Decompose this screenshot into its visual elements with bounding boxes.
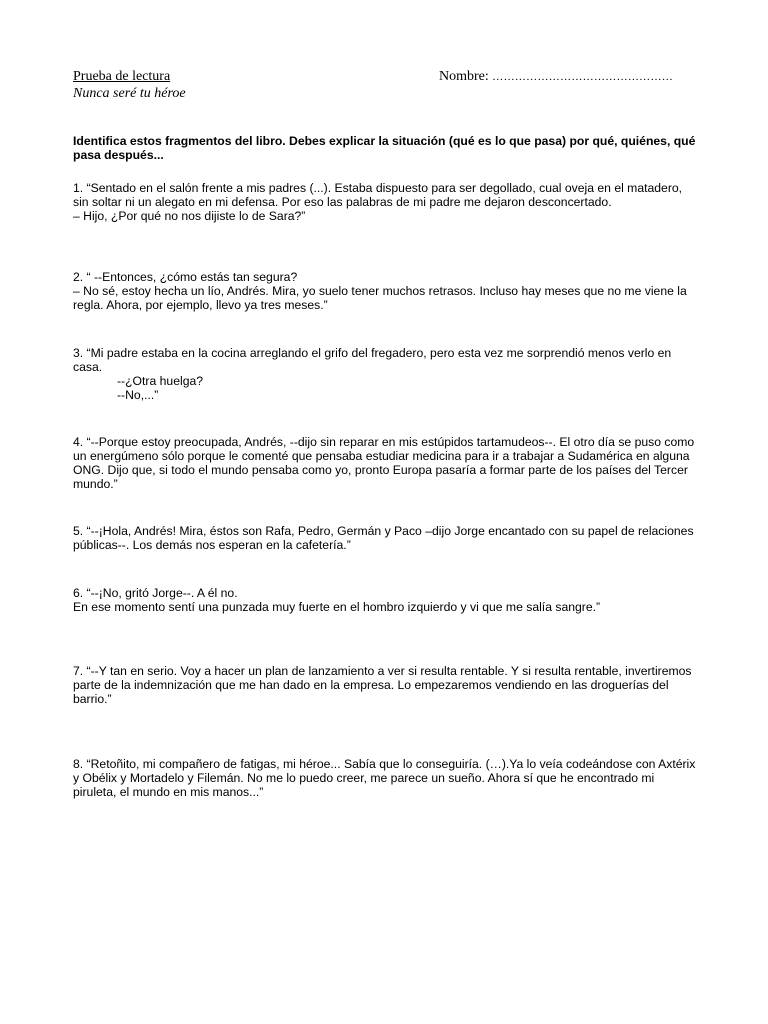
question-3 bbox=[73, 346, 698, 402]
question-7 bbox=[73, 664, 698, 706]
question-5 bbox=[73, 524, 698, 552]
question-text: --No,...” bbox=[117, 388, 159, 402]
question-text: 5. “--¡Hola, Andrés! Mira, éstos son Rafa, Pedro, Germán y Paco –dijo Jorge encantado con su papel de relaciones públicas--. Los demás nos esperan en la cafetería.” bbox=[73, 524, 694, 552]
question-text: – No sé, estoy hecha un lío, Andrés. Mira, yo suelo tener muchos retrasos. Incluso hay meses que no me viene la regla. Ahora, por ejemplo, llevo ya tres meses.” bbox=[73, 284, 687, 312]
question-text: 6. “--¡No, gritó Jorge--. A él no. bbox=[73, 586, 238, 600]
question-2 bbox=[73, 270, 698, 312]
question-text: 7. “--Y tan en serio. Voy a hacer un plan de lanzamiento a ver si resulta rentable. Y si resulta rentable, invertiremos parte de la indemnización que me han dado en la empresa. Lo empezaremos vendiendo en las droguerías del barrio.” bbox=[73, 664, 692, 706]
question-text: En ese momento sentí una punzada muy fuerte en el hombro izquierdo y vi que me salía sangre.” bbox=[73, 600, 601, 614]
name-blank-line: ………………………………………… bbox=[492, 71, 674, 83]
question-4 bbox=[73, 435, 698, 491]
book-title: Nunca seré tu héroe bbox=[73, 86, 186, 101]
question-text: 8. “Retoñito, mi compañero de fatigas, mi héroe... Sabía que lo conseguiría. (…).Ya lo veía codeándose con Axtérix y Obélix y Mortadelo y Filemán. No me lo puedo creer, me parece un sueño. Ahora sí que he encontrado mi piruleta, el mundo en mis manos...” bbox=[73, 757, 696, 799]
question-text: 4. “--Porque estoy preocupada, Andrés, --dijo sin reparar en mis estúpidos tartamudeos--. El otro día se puso como un energúmeno sólo porque le comenté que pensaba estudiar medicina para ir a trabajar a Sudamérica en alguna ONG. Dijo que, si todo el mundo pensaba como yo, pronto Europa pasaría a formar parte de los países del Tercer mundo.” bbox=[73, 435, 695, 491]
question-text: --¿Otra huelga? bbox=[117, 374, 204, 388]
question-text: – Hijo, ¿Por qué no nos dijiste lo de Sara?” bbox=[73, 209, 306, 223]
instructions-text: Identifica estos fragmentos del libro. Debes explicar la situación (qué es lo que pasa) por qué, quiénes, qué pasa después... bbox=[73, 134, 696, 162]
question-text: 1. “Sentado en el salón frente a mis padres (...). Estaba dispuesto para ser degollado, cual oveja en el matadero, sin soltar ni un alegato en mi defensa. Por eso las palabras de mi padre me dejaron desconcertado. bbox=[73, 181, 683, 209]
question-1 bbox=[73, 181, 698, 223]
name-field bbox=[439, 69, 673, 85]
question-text: 2. “ --Entonces, ¿cómo estás tan segura? bbox=[73, 270, 298, 284]
name-label: Nombre: bbox=[439, 69, 489, 84]
question-8 bbox=[73, 757, 698, 799]
question-6 bbox=[73, 586, 698, 614]
question-text: 3. “Mi padre estaba en la cocina arreglando el grifo del fregadero, pero esta vez me sorprendió menos verlo en casa. bbox=[73, 346, 672, 374]
worksheet-title: Prueba de lectura bbox=[73, 69, 171, 84]
